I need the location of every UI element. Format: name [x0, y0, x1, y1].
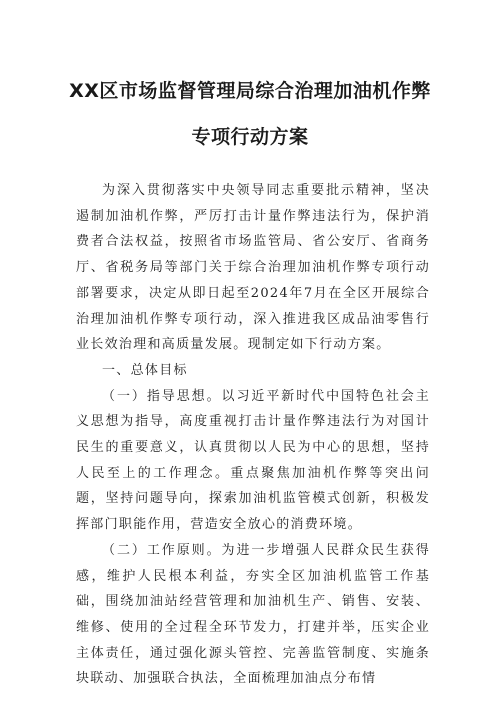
document-title-line-1: XX区市场监督管理局综合治理加油机作弊 — [69, 80, 431, 102]
document-title-line-2: 专项行动方案 — [191, 126, 309, 148]
guiding-ideology-paragraph: （一）指导思想。以习近平新时代中国特色社会主义思想为指导，高度重视打击计量作弊违法行为对国计民生的重要意义，认真贯彻以人民为中心的思想，坚持人民至上的工作理念。重点聚焦加油机作弊等突出问题，坚持问题导向，探索加油机监管模式创新，积极发挥部门职能作用，营造安全放心的消费环境。 — [76, 388, 430, 533]
intro-paragraph: 为深入贯彻落实中央领导同志重要批示精神，坚决遏制加油机作弊，严厉打击计量作弊违法行为，保护消费者合法权益，按照省市场监管局、省公安厅、省商务厅、省税务局等部门关于综合治理加油机作弊专项行动部署要求，决定从即日起至2024年7月在全区开展综合治理加油机作弊专项行动，深入推进我区成品油零售行业长效治理和高质量发展。现制定如下行动方案。 — [76, 183, 430, 353]
document-body — [76, 178, 430, 692]
work-principles-paragraph: （二）工作原则。为进一步增强人民群众民生获得感，维护人民根本利益，夯实全区加油机监管工作基础，围绕加油站经营管理和加油机生产、销售、安装、维修、使用的全过程全环节发力，打建并举，压实企业主体责任，通过强化源头管控、完善监管制度、实施条块联动、加强联合执法，全面梳理加油点分布情 — [76, 542, 430, 687]
section-heading-overall-goals: 一、总体目标 — [102, 362, 188, 378]
